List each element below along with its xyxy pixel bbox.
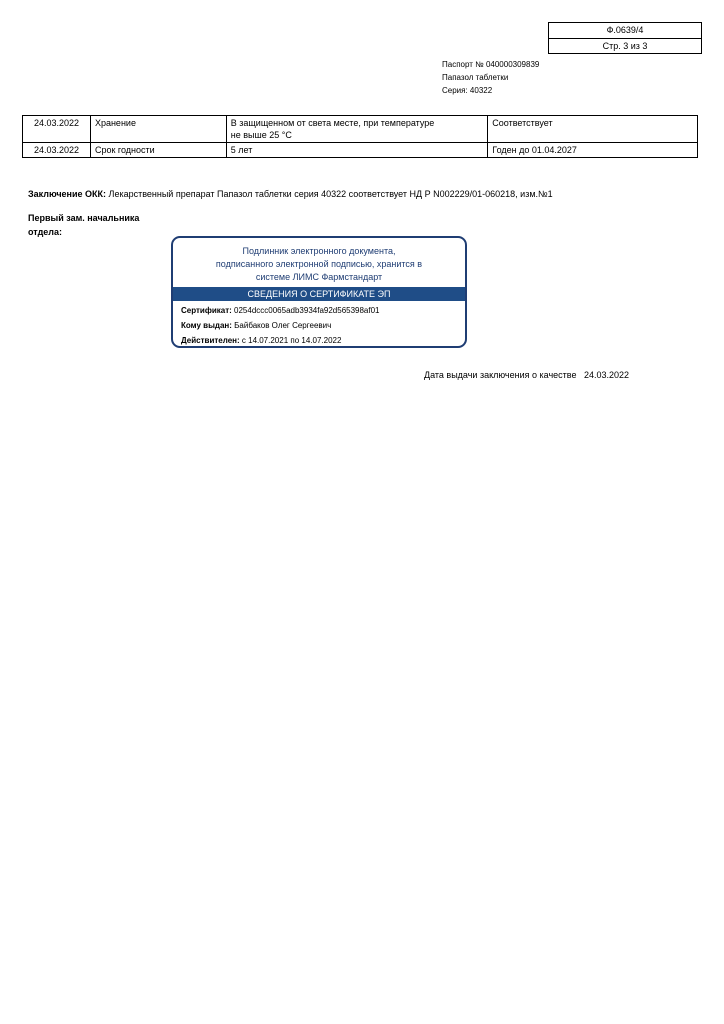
- row-requirement: [226, 116, 488, 143]
- page-number: Стр. 3 из 3: [549, 38, 701, 54]
- series-number: Серия: 40322: [442, 86, 493, 95]
- certificate-line: [173, 301, 465, 318]
- form-code: Ф.0639/4: [606, 25, 644, 35]
- form-code-box: [548, 22, 702, 54]
- validity-line: [173, 333, 465, 348]
- product-name: Папазол таблетки: [442, 73, 509, 82]
- stamp-heading-line: Подлинник электронного документа,: [242, 246, 396, 256]
- issued-to-line: [173, 318, 465, 333]
- table-row: [23, 116, 698, 143]
- conclusion-text: Лекарственный препарат Папазол таблетки серия 40322 соответствует НД Р N002229/01-060218, изм.№1: [108, 189, 553, 199]
- validity-value: с 14.07.2021 по 14.07.2022: [241, 336, 342, 345]
- stamp-heading: [173, 238, 465, 287]
- certificate-value: 0254dccc0065adb3934fa92d565398af01: [234, 306, 380, 315]
- row-date: 24.03.2022: [23, 116, 91, 143]
- issue-date-label: Дата выдачи заключения о качестве: [424, 370, 577, 380]
- certificate-label: Сертификат:: [181, 306, 232, 315]
- passport-number: Паспорт № 040000309839: [442, 60, 540, 69]
- row-requirement: 5 лет: [226, 143, 488, 158]
- signatory-line: Первый зам. начальника: [28, 213, 140, 223]
- requirement-line: не выше 25 °C: [230, 130, 292, 140]
- validity-label: Действителен:: [181, 336, 240, 345]
- issued-to-value: Байбаков Олег Сергеевич: [234, 321, 332, 330]
- table-row: [23, 143, 698, 158]
- results-table: [22, 115, 698, 158]
- conclusion: [28, 189, 553, 199]
- conclusion-label: Заключение ОКК:: [28, 189, 107, 199]
- stamp-heading-line: подписанного электронной подписью, хранится в: [215, 259, 423, 269]
- issue-date-value: 24.03.2022: [583, 370, 630, 380]
- row-indicator: Срок годности: [90, 143, 226, 158]
- row-result: Годен до 01.04.2027: [488, 143, 698, 158]
- requirement-line: В защищенном от света месте, при температуре: [230, 118, 435, 128]
- issue-date: [424, 370, 629, 380]
- electronic-signature-stamp: [171, 236, 467, 348]
- row-date: 24.03.2022: [23, 143, 91, 158]
- row-result: Соответствует: [488, 116, 698, 143]
- stamp-band: СВЕДЕНИЯ О СЕРТИФИКАТЕ ЭП: [173, 287, 465, 301]
- passport-info: [442, 58, 539, 97]
- signatory-line: отдела:: [28, 227, 63, 237]
- row-indicator: Хранение: [90, 116, 226, 143]
- stamp-heading-line: системе ЛИМС Фармстандарт: [255, 272, 383, 282]
- signatory-title: [28, 211, 139, 239]
- issued-to-label: Кому выдан:: [181, 321, 232, 330]
